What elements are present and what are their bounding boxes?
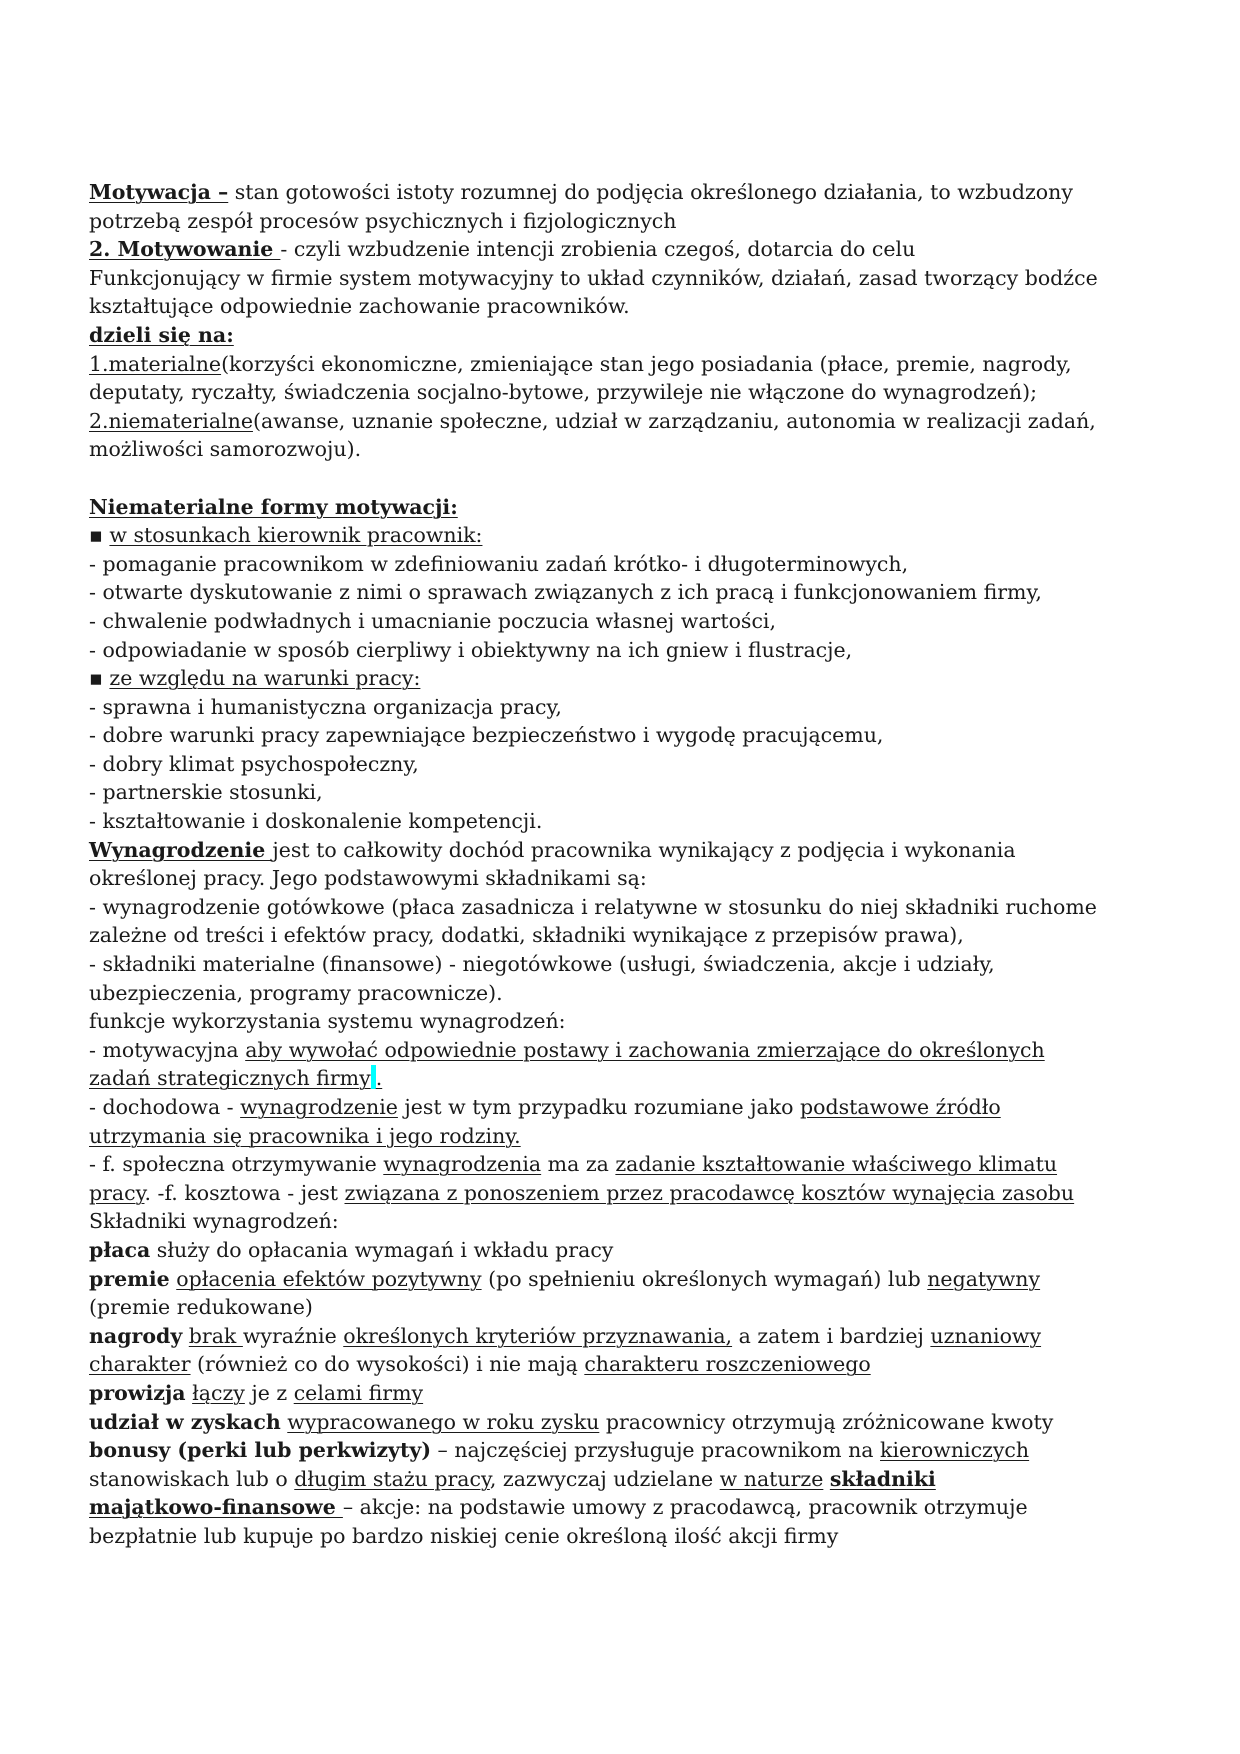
underlined-text-run: 2.niematerialne — [89, 408, 253, 433]
bold-text-run: Niematerialne formy motywacji: — [89, 494, 458, 519]
text-line — [89, 693, 1179, 722]
bold-text-run: prowizja — [89, 1380, 186, 1405]
text-run: - odpowiadanie w sposób cierpliwy i obiektywny na ich gniew i flustracje, — [89, 637, 853, 662]
text-run: - otwarte dyskutowanie z nimi o sprawach związanych z ich pracą i funkcjonowaniem firmy, — [89, 580, 1042, 605]
text-run: - czyli wzbudzenie intencji zrobienia czegoś, dotarcia do celu — [280, 237, 916, 262]
text-line — [89, 1207, 1179, 1236]
text-run: (po spełnieniu określonych wymagań) lub — [481, 1266, 928, 1291]
bold-text-run: nagrody — [89, 1323, 183, 1348]
text-line — [89, 1522, 1179, 1551]
text-run: - wynagrodzenie gotówkowe (płaca zasadnicza i relatywne w stosunku do niej składniki ruchome — [89, 894, 1097, 919]
text-line — [89, 1322, 1179, 1351]
text-run: jest to całkowity dochód pracownika wynikający z podjęcia i wykonania — [272, 837, 1016, 862]
underlined-text-run: w naturze — [719, 1466, 824, 1491]
text-line — [89, 1293, 1179, 1322]
text-line — [89, 607, 1179, 636]
text-line — [89, 521, 1179, 550]
bold-text-run: 2. Motywowanie — [89, 237, 281, 262]
text-line — [89, 1122, 1179, 1151]
text-run: pracownicy otrzymują zróżnicowane kwoty — [599, 1409, 1054, 1434]
text-run: stan gotowości istoty rozumnej do podjęcia określonego działania, to wzbudzony — [228, 180, 1073, 204]
text-line — [89, 578, 1179, 607]
text-line — [89, 979, 1179, 1008]
document-body — [89, 178, 1179, 1551]
text-run: możliwości samorozwoju). — [89, 437, 362, 462]
text-line — [89, 1036, 1179, 1065]
underlined-text-run: długim stażu pracy — [294, 1466, 490, 1491]
text-line — [89, 1493, 1179, 1522]
text-run: Składniki wynagrodzeń: — [89, 1209, 339, 1234]
text-line — [89, 1093, 1179, 1122]
text-run: - składniki materialne (finansowe) - niegotówkowe (usługi, świadczenia, akcje i udziały, — [89, 952, 995, 977]
underlined-text-run: podstawowe źródło — [800, 1095, 1001, 1119]
text-run: - pomaganie pracownikom w zdefiniowaniu zadań krótko- i długoterminowych, — [89, 551, 909, 576]
underlined-text-run: opłacenia efektów pozytywny — [176, 1266, 482, 1291]
underlined-text-run: kierowniczych — [880, 1438, 1030, 1463]
text-line — [89, 292, 1179, 321]
underlined-text-run: ze względu na warunki pracy: — [109, 666, 421, 691]
text-run: (awanse, uznanie społeczne, udział w zarządzaniu, autonomia w realizacji zadań, — [252, 408, 1096, 433]
text-run: - f. społeczna otrzymywanie — [89, 1152, 384, 1177]
text-run: deputaty, ryczałty, świadczenia socjalno-bytowe, przywileje nie włączone do wynagrodzeń); — [89, 380, 1038, 405]
text-run: funkcje wykorzystania systemu wynagrodzeń: — [89, 1009, 566, 1034]
text-run: jest w tym przypadku rozumiane jako — [397, 1095, 801, 1119]
underlined-text-run: 1.materialne — [89, 351, 222, 376]
bold-text-run: bonusy (perki lub perkwizyty) — [89, 1438, 432, 1463]
underlined-text-run: brak — [188, 1323, 243, 1348]
text-run: , zazwyczaj udzielane — [489, 1466, 720, 1491]
text-line — [89, 1064, 1179, 1093]
text-run: (premie redukowane) — [89, 1295, 313, 1320]
underlined-text-run: wynagrodzenie — [240, 1095, 398, 1119]
text-run: a zatem i bardziej — [732, 1323, 931, 1348]
text-run: określonej pracy. Jego podstawowymi składnikami są: — [89, 866, 647, 891]
text-run: – akcje: na podstawie umowy z pracodawcą, pracownik otrzymuje — [342, 1495, 1028, 1520]
bold-text-run: udział w zyskach — [89, 1409, 281, 1434]
text-line — [89, 807, 1179, 836]
text-line — [89, 378, 1179, 407]
text-run: kształtujące odpowiednie zachowanie pracowników. — [89, 294, 630, 319]
text-run: stanowiskach lub o — [89, 1466, 295, 1491]
text-line — [89, 664, 1179, 693]
text-run: Funkcjonujący w firmie system motywacyjny to układ czynników, działań, zasad tworzący bodźce — [89, 265, 1098, 290]
text-line — [89, 778, 1179, 807]
text-line — [89, 921, 1179, 950]
text-run: bezpłatnie lub kupuje po bardzo niskiej cenie określoną ilość akcji firmy — [89, 1523, 839, 1548]
text-line — [89, 1408, 1179, 1437]
text-line — [89, 264, 1179, 293]
text-line — [89, 864, 1179, 893]
text-line — [89, 893, 1179, 922]
text-line — [89, 207, 1179, 236]
underlined-text-run: negatywny — [927, 1266, 1041, 1291]
underlined-text-run: celami firmy — [293, 1380, 424, 1405]
text-run: wyraźnie — [242, 1323, 344, 1348]
text-line — [89, 407, 1179, 436]
underlined-text-run: zadanie kształtowanie właściwego klimatu — [615, 1152, 1058, 1177]
underlined-text-run: wypracowanego w roku zysku — [287, 1409, 600, 1434]
bold-text-run: premie — [89, 1266, 170, 1291]
text-line — [89, 1265, 1179, 1294]
bold-text-run: płaca — [89, 1237, 151, 1262]
text-line — [89, 1007, 1179, 1036]
underlined-text-run: łączy — [192, 1380, 245, 1405]
text-run: - dobry klimat psychospołeczny, — [89, 751, 419, 776]
underlined-text-run: uznaniowy — [930, 1323, 1042, 1348]
underlined-text-run: określonych kryteriów przyznawania, — [343, 1323, 733, 1348]
text-line — [89, 178, 1179, 207]
text-run: - dochodowa - — [89, 1095, 241, 1119]
underlined-text-run: w stosunkach kierownik pracownik: — [109, 523, 483, 548]
underlined-text-run: charakter — [89, 1352, 191, 1377]
text-run: ▪ — [89, 666, 110, 691]
text-line — [89, 836, 1179, 865]
text-run: - sprawna i humanistyczna organizacja pracy, — [89, 694, 562, 719]
bold-text-run: dzieli się na: — [89, 322, 234, 347]
text-run: zależne od treści i efektów pracy, dodatki, składniki wynikające z przepisów prawa), — [89, 923, 964, 948]
text-run: - kształtowanie i doskonalenie kompetencji. — [89, 809, 543, 834]
text-run: - motywacyjna — [89, 1037, 246, 1062]
text-line — [89, 1179, 1179, 1208]
underlined-text-run: . — [375, 1066, 383, 1091]
blank-line — [89, 464, 1179, 493]
text-line — [89, 1436, 1179, 1465]
text-run: – najczęściej przysługuje pracownikom na — [431, 1438, 881, 1463]
text-run: - dobre warunki pracy zapewniające bezpieczeństwo i wygodę pracującemu, — [89, 723, 884, 748]
text-line — [89, 750, 1179, 779]
text-line — [89, 435, 1179, 464]
text-run: służy do opłacania wymagań i wkładu pracy — [150, 1237, 614, 1262]
text-line — [89, 550, 1179, 579]
text-run: - partnerskie stosunki, — [89, 780, 323, 805]
bold-text-run: składniki — [829, 1466, 936, 1491]
text-line — [89, 1350, 1179, 1379]
text-run: (również co do wysokości) i nie mają — [190, 1352, 585, 1377]
bold-text-run: Wynagrodzenie — [89, 837, 273, 862]
text-run: (korzyści ekonomiczne, zmieniające stan jego posiadania (płace, premie, nagrody, — [221, 351, 1072, 376]
text-run: ma za — [541, 1152, 616, 1177]
text-run: ▪ — [89, 523, 110, 548]
text-line — [89, 1236, 1179, 1265]
text-line — [89, 636, 1179, 665]
text-line — [89, 1379, 1179, 1408]
underlined-text-run: aby wywołać odpowiednie postawy i zachowania zmierzające do określonych — [245, 1037, 1045, 1062]
text-line — [89, 493, 1179, 522]
text-line — [89, 321, 1179, 350]
text-line — [89, 721, 1179, 750]
text-run: je z — [244, 1380, 294, 1405]
text-line — [89, 235, 1179, 264]
text-line — [89, 1150, 1179, 1179]
underlined-text-run: wynagrodzenia — [383, 1152, 542, 1177]
underlined-text-run: związana z ponoszeniem przez pracodawcę kosztów wynajęcia zasobu — [344, 1180, 1075, 1205]
bold-text-run: majątkowo-finansowe — [89, 1495, 343, 1520]
text-run: . -f. kosztowa - jest — [144, 1180, 345, 1205]
underlined-text-run: charakteru roszczeniowego — [584, 1352, 871, 1377]
text-line — [89, 950, 1179, 979]
underlined-text-run: pracy — [89, 1180, 145, 1205]
text-run: - chwalenie podwładnych i umacnianie poczucia własnej wartości, — [89, 608, 777, 633]
underlined-text-run: zadań strategicznych firmy — [89, 1066, 371, 1091]
bold-text-run: Motywacja – — [89, 180, 229, 204]
text-line — [89, 1465, 1179, 1494]
text-run: potrzebą zespół procesów psychicznych i fizjologicznych — [89, 208, 677, 233]
text-line — [89, 350, 1179, 379]
underlined-text-run: utrzymania się pracownika i jego rodziny. — [89, 1123, 521, 1148]
text-run: ubezpieczenia, programy pracownicze). — [89, 980, 503, 1005]
